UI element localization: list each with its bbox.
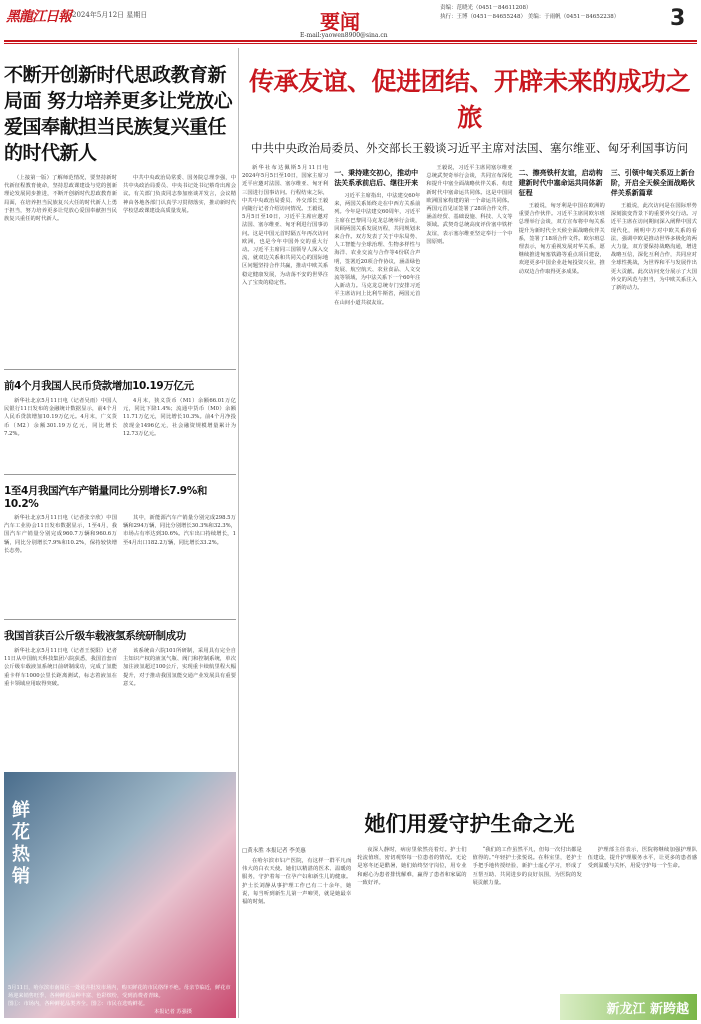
story-headline-hydrogen: 我国首获百公斤级车载液氢系统研制成功 bbox=[4, 630, 186, 642]
photo-caption-sub: 图①：市场内，各种鲜花品类齐全。图②：市民在选购鲜花。 bbox=[8, 1001, 149, 1007]
lead-story bbox=[4, 174, 236, 364]
story-hydrogen bbox=[4, 647, 236, 747]
staff-line: 执行：王博（0451－84655248） 美编：于雨帆（0451－84652238） bbox=[440, 14, 620, 20]
feature-body-col: 护理部主任表示，医院将继续加强护理队伍建设，提升护理服务水平，让更多的患者感受到温暖与关怀，用爱守护每一个生命。 bbox=[587, 847, 697, 870]
right-column bbox=[242, 48, 697, 854]
story-headline-autos: 1至4月我国汽车产销量同比分别增长7.9%和10.2% bbox=[4, 485, 207, 510]
divider bbox=[4, 619, 236, 620]
issue-date: 2024年5月12日 星期日 bbox=[72, 11, 148, 19]
section-heading: 一、秉持建交初心，推动中法关系承前启后、继往开来 bbox=[334, 169, 419, 187]
lead-headline: 不断开创新时代思政教育新局面 努力培养更多让党放心爱国奉献担当民族复兴重任的时代新人 bbox=[4, 64, 233, 164]
main-body-col: 习近平主席指出，中法建交60年来，两国关系始终走在中西方关系前列。今年是中法建交60周年，习近平主席在巴黎同马克龙总统举行会谈，回顾两国关系发展历程，共同规划未来合作。双方发表了关于中东局势、人工智能与全球治理、生物多样性与海洋、农业交流与合作等4份联合声明，签署近20项合作协议，涵盖绿色发展、航空航天、农业食品、人文交流等领域，为中法关系下一个60年注入新动力。马克龙总统专门安排习近平主席访问上比利牛斯省，两国元首在山间小道共叙友谊。 bbox=[334, 193, 421, 306]
section-email: E-mail:yaowen8900@sina.cn bbox=[300, 32, 388, 39]
feature-body-col: “我们的工作虽然平凡，但每一次付出都是值得的。”年轻护士张悦说。在科室里，老护士手把手地传授经验，新护士虚心学习，形成了互帮互助、共同进步的良好氛围，为医院的发展贡献力量。 bbox=[472, 847, 582, 886]
story-loans bbox=[4, 397, 236, 469]
section-heading: 三、引领中匈关系迈上新台阶，开启全天候全面战略伙伴关系新篇章 bbox=[610, 169, 695, 197]
story-body: 新华社北京5月11日电（记者王悦阳）记者11日从中国航天科技集团六院获悉，我国首套百公斤级车载液氢系统日前研制成功，完成了氢能重卡样车1000公里长距离测试，标志着液氢在重卡领域应用取得突破。 bbox=[4, 648, 117, 687]
feature-col-1 bbox=[242, 846, 351, 1024]
feature-body-col: 夜深人静时，病房里依然亮着灯。护士们轮流值班，密切观察每一位患者的情况。无论是寒冬还是酷暑，她们始终坚守岗位，用专业和耐心为患者排忧解难，赢得了患者和家属的一致好评。 bbox=[357, 847, 467, 886]
section-title: 要闻 bbox=[320, 10, 360, 34]
main-headline: 传承友谊、促进团结、开辟未来的成功之旅 bbox=[248, 67, 690, 132]
campaign-banner: 新龙江 新跨越 bbox=[560, 994, 697, 1020]
feature-headline: 她们用爱守护生命之光 bbox=[364, 812, 575, 836]
newspaper-logo: 黑龍江日報 bbox=[6, 9, 71, 25]
feature-body-col: 在哈尔滨市妇产医院，有这样一群平凡而伟大的白衣天使。她们以精湛的医术、温暖的服务，守护着每一位孕产妇和新生儿的健康。护士长刘静从事护理工作已有二十余年，她说，每当听到新生儿第一声啼哭，就是她最幸福的时刻。 bbox=[242, 858, 352, 906]
masthead bbox=[0, 0, 701, 40]
divider bbox=[4, 369, 236, 370]
photo-caption-text: 5月11日，哈尔滨市南岗区一处花卉批发市场内，购买鲜花的市民络绎不绝。母亲节临近，鲜花市场迎来销售旺季，各种鲜花品种丰富、色彩缤纷，受到消费者青睐。 bbox=[8, 985, 231, 999]
photo-title: 鲜花热销 bbox=[12, 800, 30, 887]
photo-caption bbox=[8, 984, 232, 1008]
flower-photo bbox=[4, 772, 236, 1018]
main-body-col: 新华社布达佩斯5月11日电 2024年5月5日至10日，国家主席习近平应邀对法国、塞尔维亚、匈牙利三国进行国事访问。行程结束之际，中共中央政治局委员、外交部长王毅向随行记者介绍访问情况。王毅说，5月5日至10日，习近平主席应邀对法国、塞尔维亚、匈牙利进行国事访问。这是中国元首时隔五年再次访问欧洲，也是今年中国外交的重大行动。习近平主席同三国领导人深入交流，就双边关系和共同关心的国际地区问题坚持合作共赢，推动中欧关系稳定健康发展，为动荡不安的世界注入了宝贵的稳定性。 bbox=[242, 165, 329, 286]
section-heading: 二、擦亮铁杆友谊，启动构建新时代中塞命运共同体新征程 bbox=[518, 169, 603, 197]
story-headline-loans: 前4个月我国人民币贷款增加10.19万亿元 bbox=[4, 380, 194, 392]
story-body: 新华社北京5月11日电（记者张辛欣）中国汽车工业协会11日发布数据显示，1至4月，我国汽车产销量分别完成960.7万辆和960.6万辆，同比分别增长7.9%和10.2%，保持较快增长态势。 bbox=[4, 515, 117, 554]
staff-line: 责编：范晓光（0451－84611208） bbox=[440, 5, 532, 11]
photo-credit: 本报记者 苏强摄 bbox=[154, 1009, 192, 1015]
byline: □黄永胜 本报记者 李美惠 bbox=[242, 848, 306, 854]
main-subheadline: 中共中央政治局委员、外交部长王毅谈习近平主席对法国、塞尔维亚、匈牙利国事访问 bbox=[251, 141, 688, 155]
story-body: 4月末，狭义货币（M1）余额66.01万亿元，同比下降1.4%；流通中货币（M0）余额11.71万亿元，同比增长10.3%。前4个月净投放现金1496亿元，社会融资规模增量累计为12.73万亿元。 bbox=[123, 398, 236, 437]
divider bbox=[4, 474, 236, 475]
story-autos bbox=[4, 514, 236, 614]
main-story bbox=[242, 164, 697, 854]
page-number: 3 bbox=[670, 6, 686, 31]
main-body-col: 王毅说，此次访问是在国际形势深刻演变背景下的重要外交行动。习近平主席在访问期间深入阐释中国式现代化，阐明中方对中欧关系的看法，强调中欧是推动世界多极化的两大力量，双方要保持战略沟通，增进战略互信，深化互利合作，共同应对全球性挑战，为世界和平与发展作出更大贡献。此次访问充分展示了大国外交的风范与担当，为中欧关系注入了新的动力。 bbox=[610, 203, 697, 292]
main-col-2 bbox=[334, 164, 420, 862]
main-body-col: 王毅说，匈牙利是中国在欧洲的重要合作伙伴。习近平主席同欧尔班总理举行会谈，双方宣布将中匈关系提升为新时代全天候全面战略伙伴关系，签署了18项合作文件。欧尔班总理表示，匈方重视发展对华关系，愿继续推进匈塞铁路等重点项目建设，欢迎更多中国企业赴匈投资兴业，推动双边合作取得更多成果。 bbox=[518, 203, 605, 275]
main-body-col: 王毅说，习近平主席同塞尔维亚总统武契奇举行会谈，共同宣布深化和提升中塞全面战略伙伴关系、构建新时代中塞命运共同体。这是中国同欧洲国家构建的第一个命运共同体。两国元首见证签署了28项合作文件，涵盖经贸、基础设施、科技、人文等领域。武契奇总统高度评价塞中铁杆友谊，表示塞尔维亚坚定奉行一个中国原则。 bbox=[426, 165, 513, 245]
story-body: 其中，新能源汽车产销量分别完成298.5万辆和294万辆，同比分别增长30.3%和32.3%，市场占有率达到30.6%。汽车出口持续增长，1至4月出口182.2万辆，同比增长33.2%。 bbox=[123, 515, 236, 546]
column-divider bbox=[238, 48, 239, 1018]
header-rule bbox=[4, 40, 697, 42]
lead-body: （上接第一版）了解师范情况，要坚持新时代新征程教育使命，坚持思政课建设与党的创新理论发展同步推进，不断开创新时代思政教育新局面，在培养担当民族复兴大任的时代新人上勇于担当，努力培养更多让党放心爱国奉献担当民族复兴重任的时代新人。 bbox=[4, 175, 117, 223]
lead-body-2: 中共中央政治局常委、国务院总理李强，中共中央政治局委员、中央书记处书记蔡奇出席会议。有关部门负责同志参加座谈并发言，会议精神由各地各部门认真学习贯彻落实，推动新时代学校思政课建设高质量发展。 bbox=[123, 175, 236, 214]
staff-box bbox=[440, 4, 666, 22]
main-col-5 bbox=[611, 164, 697, 862]
header-rule-thin bbox=[4, 43, 697, 44]
feature-story bbox=[242, 808, 697, 1024]
left-column bbox=[4, 48, 236, 747]
main-col-4 bbox=[519, 164, 605, 862]
story-body: 新华社北京5月11日电（记者吴雨）中国人民银行11日发布的金融统计数据显示，前4个月人民币贷款增加10.19万亿元。4月末，广义货币（M2）余额301.19万亿元，同比增长7.2%。 bbox=[4, 398, 117, 437]
story-body: 该系统由六院101所研制，采用具有完全自主知识产权的液氢气瓶、阀门和控制系统，单次加注液氢超过100公斤，实现重卡续航里程大幅提升，对于推动我国氢能交通产业发展具有重要意义。 bbox=[123, 648, 236, 687]
